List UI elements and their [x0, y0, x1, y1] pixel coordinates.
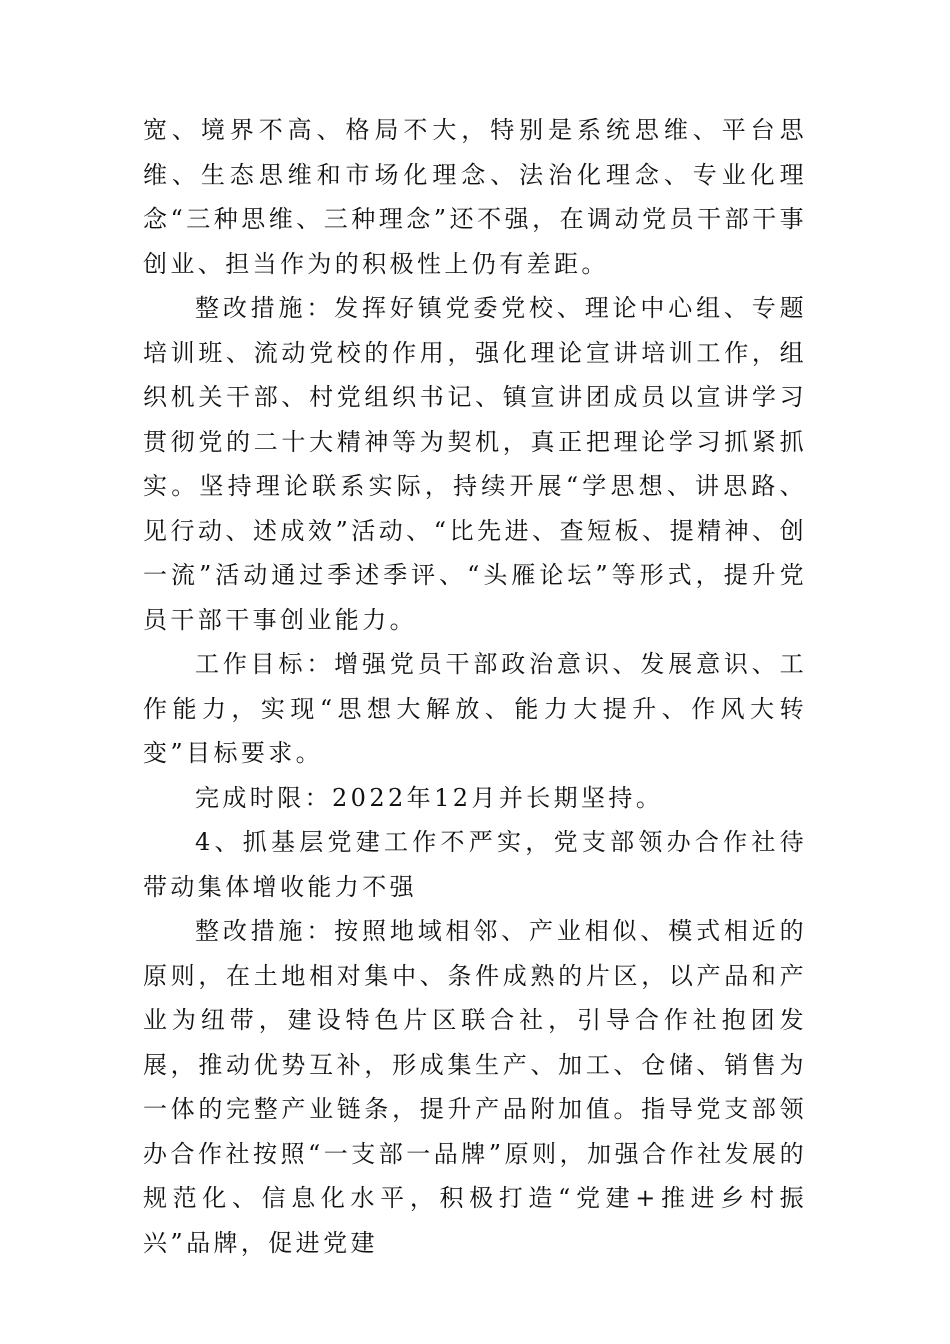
paragraph-rectification-measures-2: 整改措施：按照地域相邻、产业相似、模式相近的原则，在土地相对集中、条件成熟的片区，以产品和产业为纽带，建设特色片区联合社，引导合作社抱团发展，推动优势互补，形成集生产、加工、仓储、销售为一体的完整产业链条，提升产品附加值。指导党支部领办合作社按照“一支部一品牌”原则，加强合作社发展的规范化、信息化水平，积极打造“党建+推进乡村振兴”品牌，促进党建	[143, 917, 807, 1257]
paragraph-deadline: 完成时限：2022年12月并长期坚持。	[195, 783, 664, 812]
document-body	[143, 108, 807, 1265]
paragraph-rectification-measures-1: 整改措施：发挥好镇党委党校、理论中心组、专题培训班、流动党校的作用，强化理论宣讲培训工作，组织机关干部、村党组织书记、镇宣讲团成员以宣讲学习贯彻党的二十大精神等为契机，真正把理论学习抓紧抓实。坚持理论联系实际，持续开展“学思想、讲思路、见行动、述成效”活动、“比先进、查短板、提精神、创一流”活动通过季述季评、“头雁论坛”等形式，提升党员干部干事创业能力。	[143, 294, 807, 634]
paragraph-issue-heading-4: 4、抓基层党建工作不严实，党支部领办合作社待带动集体增收能力不强	[143, 828, 807, 901]
paragraph-work-goal: 工作目标：增强党员干部政治意识、发展意识、工作能力，实现“思想大解放、能力大提升、作风大转变”目标要求。	[143, 650, 807, 767]
paragraph-continuation: 宽、境界不高、格局不大，特别是系统思维、平台思维、生态思维和市场化理念、法治化理念、专业化理念“三种思维、三种理念”还不强，在调动党员干部干事创业、担当作为的积极性上仍有差距。	[143, 116, 807, 278]
